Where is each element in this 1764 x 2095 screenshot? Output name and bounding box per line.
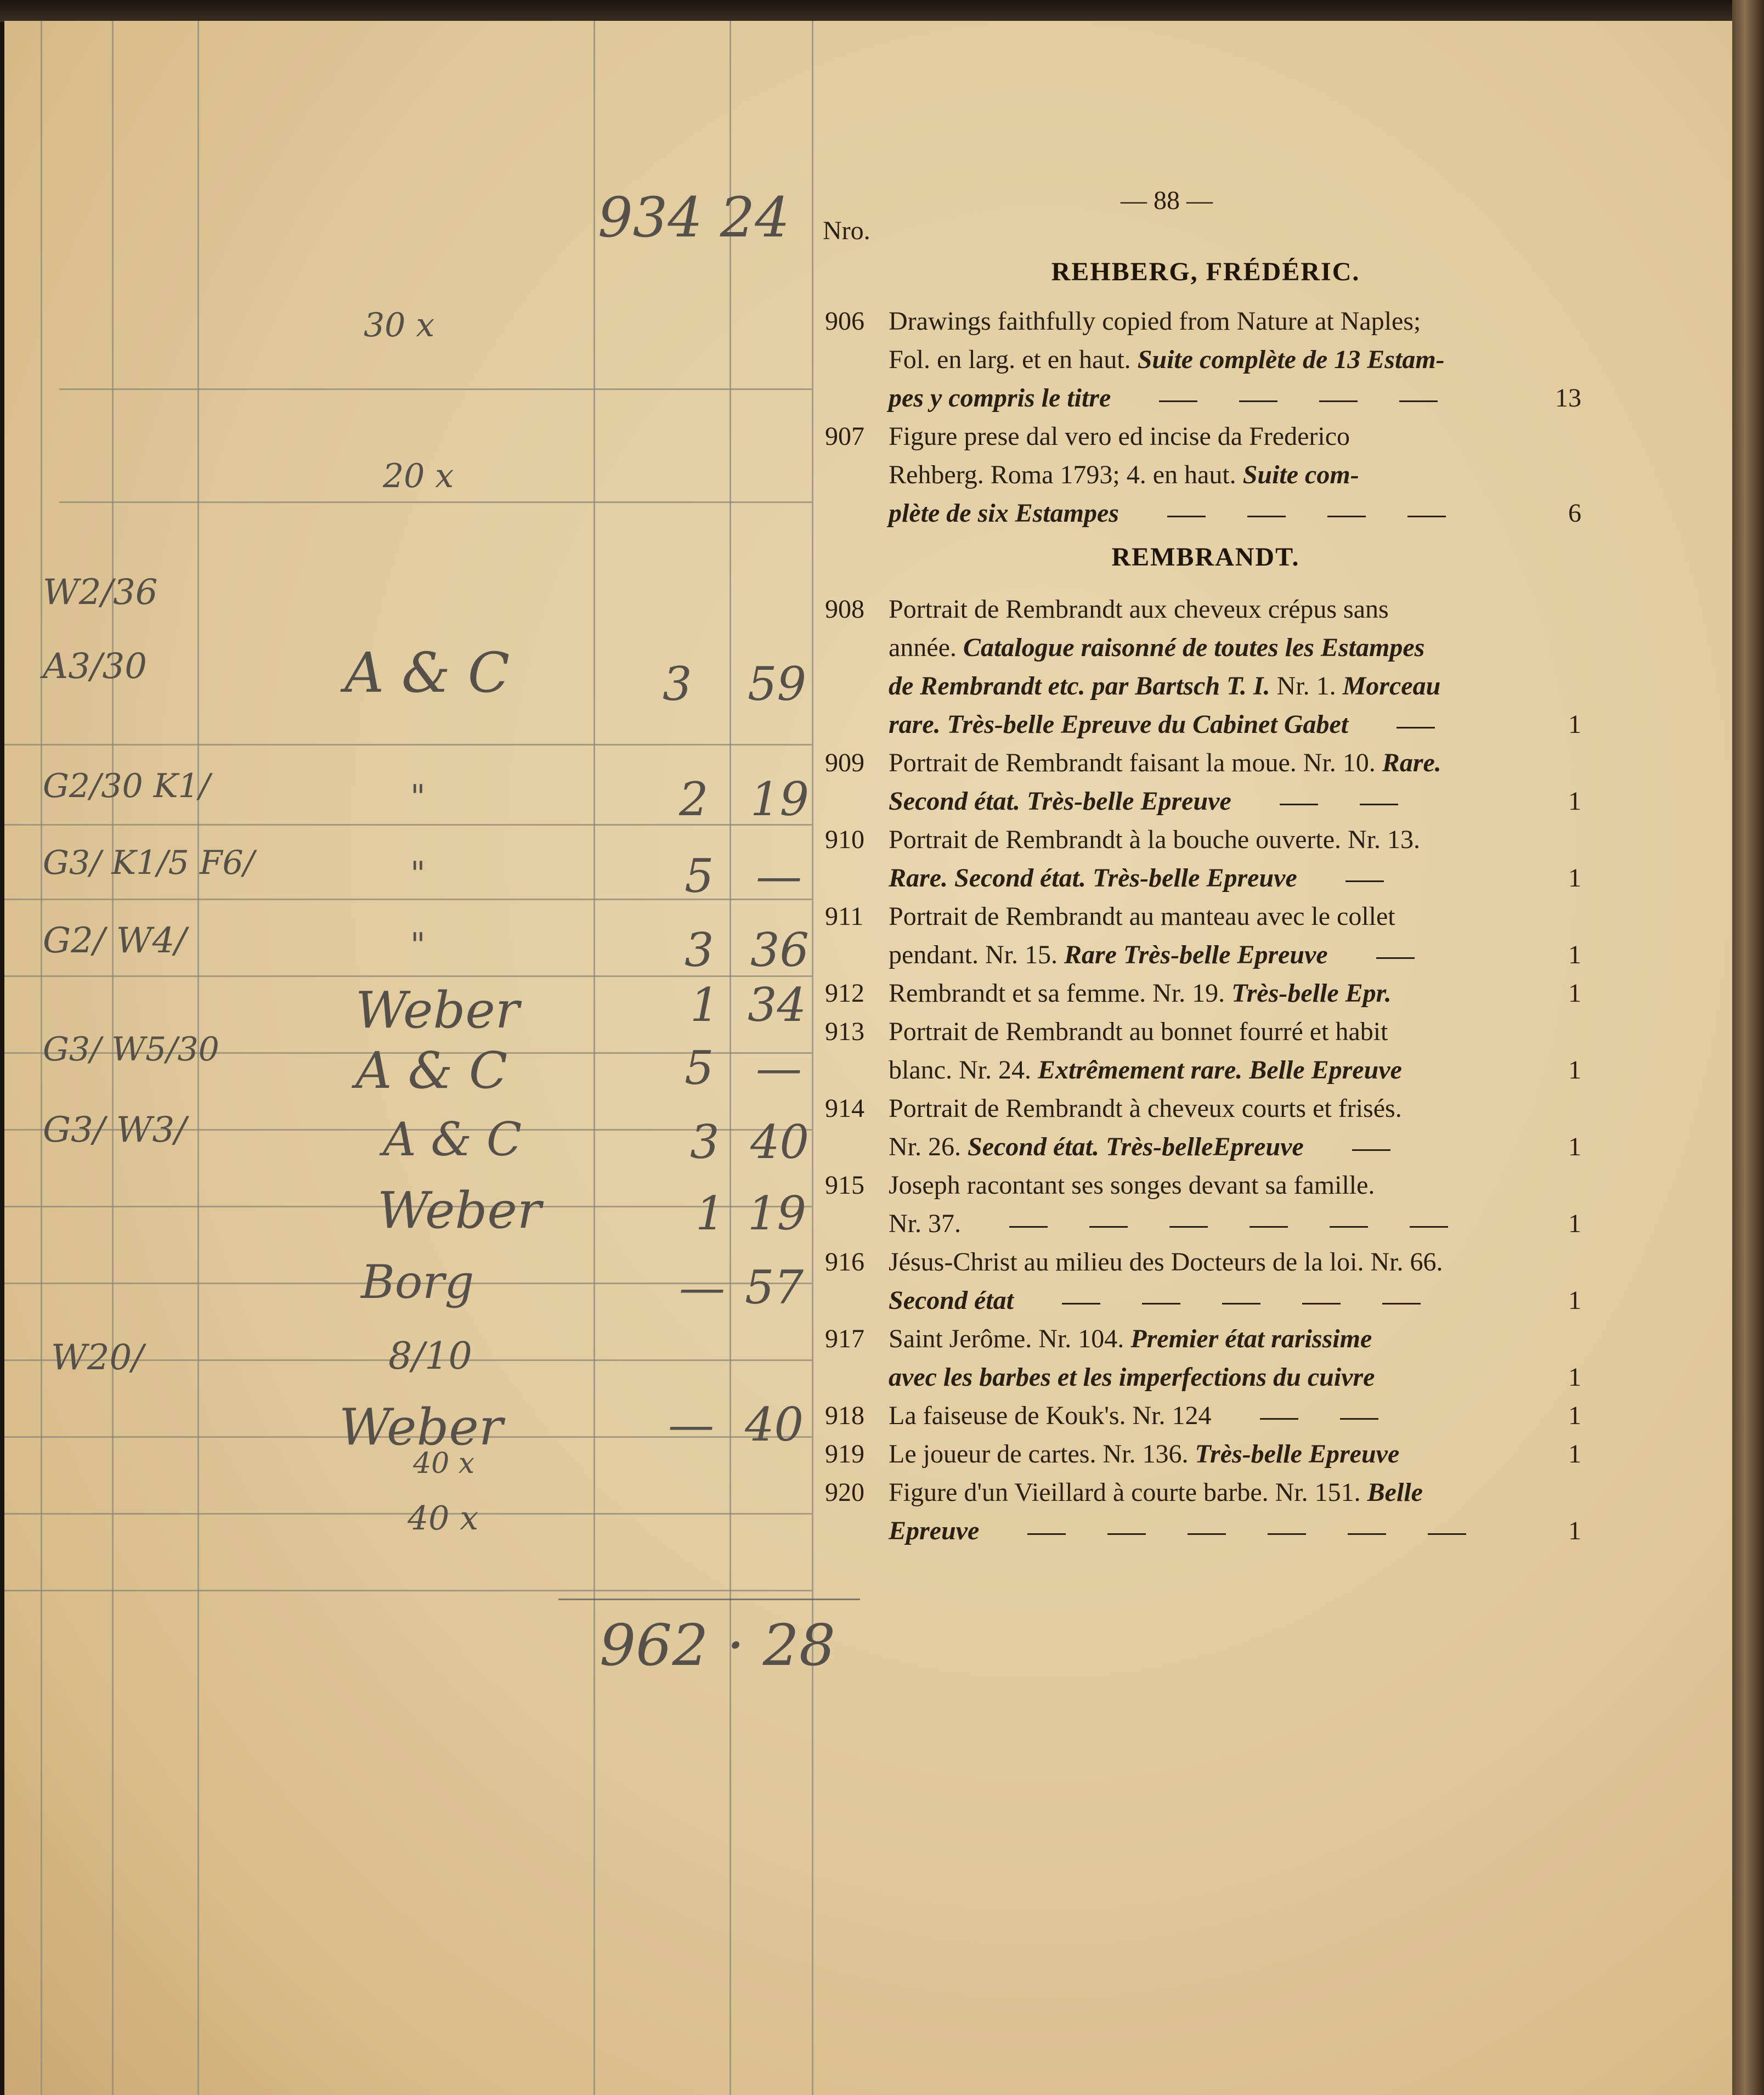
- leader-dash: [1009, 1226, 1048, 1228]
- leader-dash: [1340, 1418, 1378, 1420]
- price-909-cents: 19: [750, 772, 809, 826]
- lot-quantity: 1: [1568, 1439, 1581, 1469]
- line-text: [889, 1209, 968, 1238]
- line-text: [889, 499, 1126, 528]
- lot-description-line: [889, 1170, 1585, 1200]
- roman-text: Nr. 26.: [889, 1132, 961, 1161]
- line-text: [889, 345, 1445, 375]
- roman-text: Nr. 37.: [889, 1209, 961, 1238]
- buyer-915: Weber: [377, 1181, 541, 1240]
- lot-number: 918: [825, 1401, 864, 1430]
- italic-text: Suite com-: [1242, 460, 1359, 489]
- lot-description-line: [889, 1439, 1585, 1469]
- leader-dash: [1352, 1149, 1390, 1151]
- lot-number: 920: [825, 1478, 864, 1507]
- annotation-913-margin: G3/ W5/30: [43, 1030, 219, 1069]
- leader-dash: [1268, 1533, 1306, 1535]
- annotation-909-margin: G2/30 K1/: [43, 767, 210, 805]
- lot-description-line: [889, 1362, 1585, 1392]
- leader-dash: [1428, 1533, 1466, 1535]
- line-text: [889, 1170, 1375, 1200]
- annotation-906: 30 x: [364, 306, 435, 345]
- line-text: [889, 825, 1420, 855]
- buyer-910: ": [410, 855, 426, 893]
- leader-dash: [1302, 1303, 1341, 1305]
- italic-text: Epreuve: [889, 1516, 980, 1545]
- page-total: 962 · 28: [600, 1612, 836, 1679]
- price-915-units: 1: [696, 1187, 725, 1240]
- leader-dash: [1222, 1303, 1260, 1305]
- lot-quantity: 1: [1568, 1363, 1581, 1392]
- lot-quantity: 1: [1568, 1286, 1581, 1315]
- price-913-cents: —: [756, 1041, 802, 1095]
- price-910-units: 5: [685, 849, 714, 903]
- line-text: [889, 1401, 1218, 1430]
- italic-text: Extrêmement rare. Belle Epreuve: [1037, 1055, 1402, 1085]
- italic-text: Très-belle Epr.: [1231, 979, 1392, 1008]
- line-text: [889, 940, 1335, 969]
- leader-dash: [1376, 957, 1415, 959]
- price-913-units: 5: [685, 1041, 714, 1095]
- italic-text: Premier état rarissime: [1130, 1324, 1372, 1353]
- lot-quantity: 1: [1568, 787, 1581, 816]
- lot-description-line: [889, 786, 1585, 816]
- lot-number: 907: [825, 422, 864, 451]
- italic-text: plète de six Estampes: [889, 499, 1119, 528]
- lot-quantity: 6: [1568, 499, 1581, 528]
- lot-quantity: 1: [1568, 1055, 1581, 1085]
- line-text: [889, 1132, 1310, 1161]
- roman-text: La faiseuse de Kouk's. Nr. 124: [889, 1401, 1212, 1430]
- roman-text: Rehberg. Roma 1793; 4. en haut.: [889, 460, 1236, 489]
- lot-number: 906: [825, 307, 864, 336]
- ledger-page: [4, 21, 1732, 2095]
- annotation-920: 40 x: [408, 1499, 479, 1538]
- lot-description-line: [889, 345, 1585, 375]
- page-edge: [1732, 0, 1764, 2095]
- leader-dash: [1410, 1226, 1448, 1228]
- lot-description-line: [889, 1055, 1585, 1085]
- roman-text: Portrait de Rembrandt au manteau avec le collet: [889, 902, 1395, 931]
- leader-dash: [1407, 516, 1446, 517]
- italic-text: Très-belle Epreuve: [1195, 1439, 1400, 1469]
- lot-number: 909: [825, 748, 864, 777]
- price-908-units: 3: [663, 657, 692, 711]
- line-text: [889, 1055, 1402, 1085]
- leader-dash: [1188, 1533, 1226, 1535]
- roman-text: Le joueur de cartes. Nr. 136.: [889, 1439, 1189, 1469]
- line-text: [889, 594, 1389, 624]
- lot-description-line: [889, 825, 1585, 855]
- leader-dash: [1089, 1226, 1128, 1228]
- annotation-907: 20 x: [383, 457, 454, 495]
- price-912-units: 1: [690, 978, 720, 1032]
- lot-description-line: [889, 421, 1585, 451]
- italic-text: Catalogue raisonné de toutes les Estampes: [963, 633, 1425, 662]
- line-text: [889, 1286, 1020, 1315]
- annotation-911-margin: G2/ W4/: [43, 921, 186, 961]
- lot-description-line: [889, 671, 1585, 701]
- italic-text: rare. Très-belle Epreuve du Cabinet Gabet: [889, 710, 1349, 739]
- line-text: [889, 1363, 1375, 1392]
- line-text: [889, 1439, 1399, 1469]
- leader-dash: [1348, 1533, 1386, 1535]
- carry-forward-total: 934 24: [598, 185, 790, 250]
- lot-description-line: [889, 940, 1585, 970]
- leader-dash: [1399, 400, 1438, 402]
- lot-quantity: 1: [1568, 863, 1581, 893]
- ruled-column-line: [812, 21, 813, 2095]
- top-shadow: [0, 0, 1764, 22]
- buyer-908: A & C: [344, 641, 510, 705]
- lot-description-line: [889, 498, 1585, 528]
- price-918-cents: 40: [745, 1398, 804, 1452]
- roman-text: Fol. en larg. et en haut.: [889, 345, 1131, 374]
- italic-text: Second état. Très-belleEpreuve: [968, 1132, 1304, 1161]
- lot-description-line: [889, 633, 1585, 663]
- lot-quantity: 1: [1568, 710, 1581, 739]
- lot-description-line: [889, 1247, 1585, 1277]
- roman-text: Joseph racontant ses songes devant sa famille.: [889, 1171, 1375, 1200]
- roman-text: Figure d'un Vieillard à courte barbe. Nr. 151.: [889, 1478, 1361, 1507]
- line-text: [889, 460, 1359, 490]
- line-text: [889, 1516, 986, 1545]
- roman-text: Portrait de Rembrandt faisant la moue. Nr. 10.: [889, 748, 1376, 777]
- ruled-column-line: [730, 21, 731, 2095]
- lot-description-line: [889, 863, 1585, 893]
- roman-text: année.: [889, 633, 957, 662]
- lot-quantity: 1: [1568, 1401, 1581, 1430]
- total-rule: [558, 1599, 860, 1600]
- leader-dash: [1062, 1303, 1100, 1305]
- leader-dash: [1382, 1303, 1421, 1305]
- leader-dash: [1260, 1418, 1298, 1420]
- price-909-units: 2: [679, 772, 709, 826]
- line-text: [889, 633, 1424, 663]
- roman-text: blanc. Nr. 24.: [889, 1055, 1031, 1085]
- ruled-row-line: [4, 744, 812, 746]
- lot-quantity: 13: [1555, 383, 1581, 413]
- italic-text: Rare Très-belle Epreuve: [1064, 940, 1328, 969]
- lot-description-line: [889, 1285, 1585, 1315]
- lot-description-line: [889, 901, 1585, 931]
- price-911-units: 3: [685, 923, 714, 977]
- italic-text: de Rembrandt etc. par Bartsch T. I.: [889, 671, 1270, 701]
- lot-description-line: [889, 1209, 1585, 1239]
- ruled-row-line: [59, 501, 812, 503]
- buyer-912: Weber: [355, 981, 519, 1040]
- line-text: [889, 1247, 1443, 1277]
- ruled-column-line: [593, 21, 595, 2095]
- line-text: [889, 306, 1421, 336]
- lot-number: 914: [825, 1094, 864, 1123]
- section-heading: REMBRANDT.: [1111, 543, 1300, 572]
- annotation-908-margin: A3/30: [43, 646, 147, 687]
- line-text: [889, 901, 1395, 931]
- ruled-row-line: [4, 1590, 812, 1591]
- lot-description-line: [889, 1324, 1585, 1354]
- buyer-909: ": [410, 778, 426, 816]
- roman-text: Jésus-Christ au milieu des Docteurs de la loi. Nr. 66.: [889, 1247, 1443, 1277]
- lot-number: 917: [825, 1324, 864, 1353]
- price-916-cents: 57: [745, 1261, 804, 1314]
- lot-quantity: 1: [1568, 1132, 1581, 1161]
- line-text: [889, 863, 1304, 893]
- roman-text: Portrait de Rembrandt au bonnet fourré et habit: [889, 1017, 1388, 1046]
- price-915-cents: 19: [748, 1187, 806, 1240]
- page-number: — 88 —: [1121, 186, 1213, 215]
- line-text: [889, 1017, 1388, 1047]
- roman-text: Saint Jerôme. Nr. 104.: [889, 1324, 1124, 1353]
- lot-description-line: [889, 978, 1585, 1008]
- leader-dash: [1159, 400, 1197, 402]
- lot-quantity: 1: [1568, 940, 1581, 969]
- lot-description-line: [889, 1401, 1585, 1431]
- italic-text: pes y compris le titre: [889, 383, 1111, 413]
- leader-dash: [1360, 804, 1398, 805]
- line-text: [889, 979, 1392, 1008]
- ruled-column-line: [41, 21, 42, 2095]
- lot-description-line: [889, 748, 1585, 778]
- buyer-914: A & C: [383, 1113, 522, 1166]
- price-914-cents: 40: [750, 1115, 809, 1169]
- lot-description-line: [889, 709, 1585, 739]
- lot-description-line: [889, 594, 1585, 624]
- lot-number: 912: [825, 979, 864, 1008]
- lot-description-line: [889, 306, 1585, 336]
- leader-dash: [1327, 516, 1366, 517]
- roman-text: Rembrandt et sa femme. Nr. 19.: [889, 979, 1225, 1008]
- lot-number: 908: [825, 595, 864, 624]
- leader-dash: [1142, 1303, 1180, 1305]
- line-text: [889, 1093, 1402, 1123]
- line-text: [889, 1477, 1423, 1507]
- leader-dash: [1319, 400, 1358, 402]
- price-908-cents: 59: [748, 657, 806, 711]
- lot-quantity: 1: [1568, 979, 1581, 1008]
- line-text: [889, 671, 1440, 701]
- italic-text: Second état. Très-belle Epreuve: [889, 787, 1231, 816]
- roman-text: pendant. Nr. 15.: [889, 940, 1058, 969]
- roman-text: Nr. 1.: [1276, 671, 1336, 701]
- lot-description-line: [889, 383, 1585, 413]
- leader-dash: [1027, 1533, 1066, 1535]
- annotation-917-margin: W20/: [51, 1337, 144, 1378]
- line-text: [889, 383, 1117, 413]
- section-heading: REHBERG, FRÉDÉRIC.: [1051, 257, 1360, 286]
- buyer-916: Borg: [361, 1255, 474, 1309]
- lot-quantity: 1: [1568, 1516, 1581, 1545]
- lot-description-line: [889, 1516, 1585, 1546]
- italic-text: Morceau: [1342, 671, 1441, 701]
- lot-number: 913: [825, 1017, 864, 1046]
- line-text: [889, 1324, 1372, 1354]
- ruled-row-line: [59, 388, 812, 390]
- leader-dash: [1330, 1226, 1368, 1228]
- lot-number: 915: [825, 1171, 864, 1200]
- leader-dash: [1250, 1226, 1288, 1228]
- annotation-top-left: W2/36: [43, 572, 158, 613]
- italic-text: avec les barbes et les imperfections du cuivre: [889, 1363, 1375, 1392]
- price-918-units: —: [668, 1398, 714, 1452]
- lot-number: 919: [825, 1439, 864, 1469]
- roman-text: Portrait de Rembrandt aux cheveux crépus sans: [889, 595, 1389, 624]
- leader-dash: [1169, 1226, 1208, 1228]
- lot-description-line: [889, 1093, 1585, 1123]
- lot-number: 916: [825, 1247, 864, 1277]
- roman-text: Figure prese dal vero ed incise da Frederico: [889, 422, 1350, 451]
- italic-text: Rare. Second état. Très-belle Epreuve: [889, 863, 1297, 893]
- buyer-917: 8/10: [388, 1335, 472, 1378]
- lot-description-line: [889, 1477, 1585, 1507]
- italic-text: Suite complète de 13 Estam-: [1137, 345, 1445, 374]
- italic-text: Belle: [1367, 1478, 1423, 1507]
- leader-dash: [1345, 880, 1384, 882]
- lot-description-line: [889, 1132, 1585, 1162]
- line-text: [889, 787, 1238, 816]
- lot-quantity: 1: [1568, 1209, 1581, 1238]
- price-916-units: —: [679, 1261, 725, 1314]
- leader-dash: [1167, 516, 1206, 517]
- nro-label: Nro.: [823, 216, 870, 245]
- leader-dash: [1396, 727, 1435, 729]
- annotation-919: 40 x: [413, 1447, 475, 1480]
- lot-number: 911: [825, 902, 864, 931]
- price-912-cents: 34: [748, 978, 806, 1032]
- leader-dash: [1239, 400, 1277, 402]
- line-text: [889, 421, 1350, 451]
- line-text: [889, 710, 1355, 739]
- roman-text: Portrait de Rembrandt à cheveux courts et frisés.: [889, 1094, 1402, 1123]
- leader-dash: [1107, 1533, 1146, 1535]
- price-910-cents: —: [756, 849, 802, 903]
- lot-number: 910: [825, 825, 864, 854]
- italic-text: Second état: [889, 1286, 1014, 1315]
- price-914-units: 3: [690, 1115, 720, 1169]
- price-911-cents: 36: [750, 923, 809, 977]
- annotation-910-margin: G3/ K1/5 F6/: [43, 844, 255, 882]
- line-text: [889, 748, 1441, 778]
- annotation-914-margin: G3/ W3/: [43, 1110, 186, 1150]
- buyer-911: ": [410, 926, 426, 964]
- leader-dash: [1247, 516, 1286, 517]
- roman-text: Portrait de Rembrandt à la bouche ouverte. Nr. 13.: [889, 825, 1421, 854]
- italic-text: Rare.: [1382, 748, 1441, 777]
- buyer-913: A & C: [355, 1041, 508, 1100]
- lot-description-line: [889, 460, 1585, 490]
- roman-text: Drawings faithfully copied from Nature at Naples;: [889, 307, 1421, 336]
- leader-dash: [1280, 804, 1318, 805]
- lot-description-line: [889, 1017, 1585, 1047]
- buyer-918: Weber: [339, 1398, 503, 1456]
